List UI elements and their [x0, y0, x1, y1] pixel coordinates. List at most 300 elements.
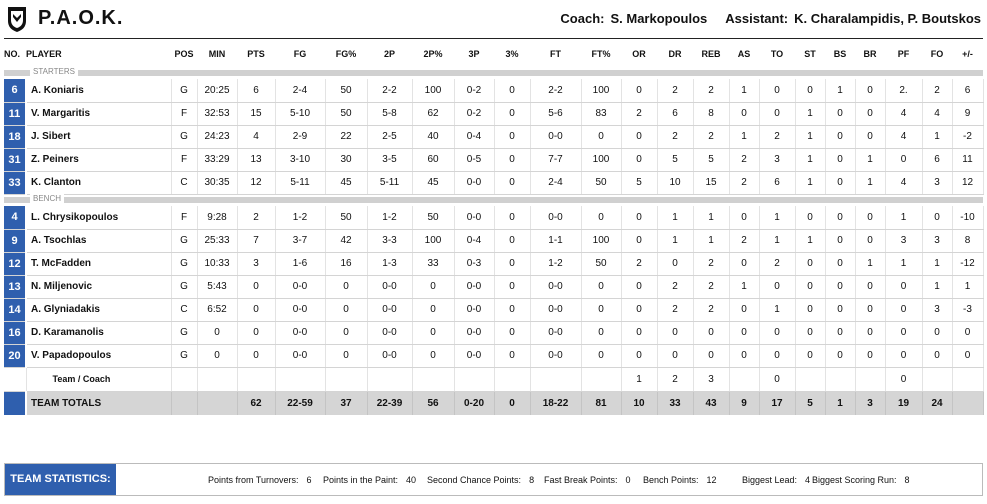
stat-cell: 2 [657, 367, 693, 391]
column-header: OR [632, 48, 646, 59]
stat-cell: 2 [657, 79, 693, 102]
stat-cell: 0 [825, 125, 855, 148]
stat-cell: 0-20 [454, 391, 494, 415]
player-row [4, 125, 983, 148]
player-number [4, 391, 26, 415]
stat-cell: 0 [825, 171, 855, 194]
stat-cell: 0 [494, 252, 530, 275]
stat-cell: 0 [922, 206, 952, 229]
stat-cell: 2 [621, 252, 657, 275]
stat-cell: 2-2 [367, 79, 412, 102]
player-name: D. Karamanolis [26, 321, 171, 344]
player-name: Team / Coach [26, 367, 171, 391]
bench-label: BENCH [30, 194, 64, 204]
stat-cell: 3 [922, 298, 952, 321]
stat-cell: 100 [581, 229, 621, 252]
stat-cell: 2 [729, 229, 759, 252]
stat-cell: 0-0 [454, 275, 494, 298]
player-number [4, 367, 26, 391]
stat-cell: 0 [325, 321, 367, 344]
stat-cell: 6 [952, 79, 983, 102]
stat-cell: 0 [693, 321, 729, 344]
header [0, 0, 987, 38]
stat-cell: 0 [795, 206, 825, 229]
team-stat-item [742, 475, 810, 485]
stat-cell: 1-6 [275, 252, 325, 275]
stat-cell: 2-4 [275, 79, 325, 102]
player-number: 18 [4, 125, 26, 148]
stat-cell: 0 [581, 321, 621, 344]
stat-cell: 0 [412, 298, 454, 321]
bench-separator [4, 194, 983, 206]
stat-cell: 3-3 [367, 229, 412, 252]
player-name: V. Margaritis [26, 102, 171, 125]
stat-cell [729, 367, 759, 391]
stat-cell [952, 391, 983, 415]
stat-cell: 0 [825, 252, 855, 275]
stat-cell: 0 [494, 79, 530, 102]
coach-name: S. Markopoulos [610, 11, 708, 26]
stat-cell: G [171, 252, 197, 275]
player-name: A. Glyniadakis [26, 298, 171, 321]
stat-cell: 0 [621, 125, 657, 148]
stat-cell: 25:33 [197, 229, 237, 252]
player-row [4, 344, 983, 367]
stat-cell: 0 [621, 79, 657, 102]
stat-cell: 2-9 [275, 125, 325, 148]
stat-cell: 0 [885, 298, 922, 321]
stat-cell: 5-8 [367, 102, 412, 125]
stat-cell: 0-4 [454, 125, 494, 148]
stat-cell: 0 [825, 102, 855, 125]
team-stat-label: Second Chance Points: [427, 475, 522, 485]
column-header: 3P [468, 48, 480, 59]
column-header: NO. [4, 48, 21, 59]
stat-cell: 1 [825, 79, 855, 102]
player-name: L. Chrysikopoulos [26, 206, 171, 229]
stat-cell: 0 [855, 229, 885, 252]
stat-cell: 2 [693, 252, 729, 275]
stat-cell: 7-7 [530, 148, 581, 171]
stat-cell: 2 [922, 79, 952, 102]
player-row [4, 206, 983, 229]
stat-cell [197, 391, 237, 415]
stat-cell: 0-0 [367, 298, 412, 321]
stat-cell: 24 [922, 391, 952, 415]
column-header: FG% [335, 48, 357, 59]
stat-cell: 0 [494, 125, 530, 148]
team-stat-value: 4 [805, 475, 811, 485]
stat-cell: 0 [412, 275, 454, 298]
stat-cell: 1 [825, 391, 855, 415]
stat-cell: 1 [952, 275, 983, 298]
stat-cell: 0-0 [367, 321, 412, 344]
stat-cell: 1 [855, 171, 885, 194]
stat-cell: 43 [693, 391, 729, 415]
team-stat-item [427, 475, 534, 485]
stat-cell: 1 [795, 125, 825, 148]
column-header: 3% [505, 48, 519, 59]
stat-cell: 0 [729, 252, 759, 275]
stat-cell: C [171, 298, 197, 321]
stat-cell: 1 [795, 171, 825, 194]
stat-cell: 0 [581, 344, 621, 367]
player-number: 4 [4, 206, 26, 229]
stat-cell: 5 [621, 171, 657, 194]
stat-cell [275, 367, 325, 391]
stat-cell: 0 [855, 298, 885, 321]
stat-cell: 1-1 [530, 229, 581, 252]
coach-info [560, 11, 981, 26]
column-header: REB [701, 48, 721, 59]
column-header: FT% [591, 48, 611, 59]
stat-cell: 50 [325, 79, 367, 102]
stat-cell: 42 [325, 229, 367, 252]
stat-cell: 3-10 [275, 148, 325, 171]
stat-cell: 2 [759, 252, 795, 275]
stat-cell: 1 [729, 79, 759, 102]
column-header: ST [804, 48, 816, 59]
stat-cell [171, 367, 197, 391]
stat-cell: 0 [825, 229, 855, 252]
stat-cell: 1-2 [367, 206, 412, 229]
stat-cell: 0 [657, 344, 693, 367]
stat-cell: 0-0 [275, 321, 325, 344]
stat-cell: 1 [621, 367, 657, 391]
stat-cell: -3 [952, 298, 983, 321]
stat-cell: 17 [759, 391, 795, 415]
stat-cell: 5-11 [367, 171, 412, 194]
stat-cell: 0-0 [530, 298, 581, 321]
stat-cell: 3 [855, 391, 885, 415]
stat-cell: 33:29 [197, 148, 237, 171]
team-stat-value: 40 [406, 475, 417, 485]
stat-cell: 0 [795, 298, 825, 321]
stat-cell: 50 [581, 252, 621, 275]
stat-cell: 60 [412, 148, 454, 171]
stat-cell: 0 [855, 321, 885, 344]
stat-cell: 0 [621, 148, 657, 171]
stat-cell: 20:25 [197, 79, 237, 102]
stat-cell: 83 [581, 102, 621, 125]
column-header: BR [863, 48, 877, 59]
stat-cell: 2 [237, 206, 275, 229]
stat-cell: 0 [729, 102, 759, 125]
stat-cell: G [171, 321, 197, 344]
stat-cell: 0 [729, 321, 759, 344]
stat-cell: 0-0 [530, 206, 581, 229]
stat-cell: 0 [494, 391, 530, 415]
stat-cell: 5-6 [530, 102, 581, 125]
stat-cell: 2 [693, 275, 729, 298]
stat-cell: 0-2 [454, 79, 494, 102]
player-number: 11 [4, 102, 26, 125]
team-stat-item [643, 475, 717, 485]
stat-cell: 0 [885, 275, 922, 298]
stat-cell [855, 367, 885, 391]
column-header: FO [930, 48, 944, 59]
column-header: PF [897, 48, 910, 59]
stat-cell: 0 [825, 206, 855, 229]
stat-cell: 0 [325, 275, 367, 298]
stat-cell: F [171, 148, 197, 171]
stat-cell: 0 [759, 275, 795, 298]
stat-cell: 15 [237, 102, 275, 125]
stat-cell: 0 [197, 321, 237, 344]
stat-cell: 50 [325, 206, 367, 229]
stat-cell: 0-2 [454, 102, 494, 125]
stat-cell: 18-22 [530, 391, 581, 415]
stat-cell: 0 [825, 275, 855, 298]
player-number: 14 [4, 298, 26, 321]
stat-cell: 0 [494, 206, 530, 229]
stat-cell: 0-0 [530, 321, 581, 344]
stat-cell: 6:52 [197, 298, 237, 321]
player-number: 16 [4, 321, 26, 344]
stat-cell: 62 [412, 102, 454, 125]
stat-cell: 0 [729, 206, 759, 229]
stat-cell: 0 [581, 275, 621, 298]
stat-cell: 0 [825, 298, 855, 321]
stat-cell: 22 [325, 125, 367, 148]
stat-cell: 0 [494, 148, 530, 171]
stat-cell: 0-4 [454, 229, 494, 252]
column-header: AS [737, 48, 751, 59]
stat-cell [494, 367, 530, 391]
stat-cell [171, 391, 197, 415]
player-number: 6 [4, 79, 26, 102]
stat-cell: 81 [581, 391, 621, 415]
stat-cell: 10:33 [197, 252, 237, 275]
player-row [4, 79, 983, 102]
stat-cell: 0 [795, 79, 825, 102]
stat-cell: G [171, 125, 197, 148]
stat-cell: 8 [693, 102, 729, 125]
stat-cell: 9 [952, 102, 983, 125]
stat-cell: 22-39 [367, 391, 412, 415]
stat-cell: 2 [693, 298, 729, 321]
stat-cell: 3 [237, 252, 275, 275]
stat-cell: 0-0 [530, 125, 581, 148]
stat-cell: G [171, 344, 197, 367]
stat-cell: 0 [922, 344, 952, 367]
stat-cell: 0 [581, 298, 621, 321]
stat-cell: 0 [581, 125, 621, 148]
stat-cell: G [171, 229, 197, 252]
team-totals-row [4, 391, 983, 415]
player-number: 9 [4, 229, 26, 252]
assistant-name: K. Charalampidis, P. Boutskos [794, 11, 981, 26]
stat-cell: 50 [325, 102, 367, 125]
stat-cell: 2 [657, 125, 693, 148]
team-stat-item [812, 475, 910, 485]
player-name: Z. Peiners [26, 148, 171, 171]
stat-cell: 0 [729, 298, 759, 321]
stat-cell: 0 [237, 344, 275, 367]
column-header: BS [833, 48, 847, 59]
table-header-row [4, 40, 983, 67]
stat-cell: 2 [657, 298, 693, 321]
player-row [4, 102, 983, 125]
stat-cell: 0 [621, 344, 657, 367]
stat-cell [454, 367, 494, 391]
stat-cell [581, 367, 621, 391]
stat-cell: 1 [657, 229, 693, 252]
stat-cell: 1 [759, 206, 795, 229]
stat-cell: 4 [237, 125, 275, 148]
stat-cell: 0 [657, 252, 693, 275]
stat-cell: 3-5 [367, 148, 412, 171]
stat-cell: 0 [795, 275, 825, 298]
stat-cell: 100 [412, 229, 454, 252]
stat-cell: 45 [412, 171, 454, 194]
stat-cell: 0 [494, 298, 530, 321]
player-row [4, 321, 983, 344]
stat-cell: 2-5 [367, 125, 412, 148]
stat-cell: 0 [759, 102, 795, 125]
player-row [4, 275, 983, 298]
player-name: V. Papadopoulos [26, 344, 171, 367]
stat-cell: 2 [729, 171, 759, 194]
stat-cell: 2 [693, 79, 729, 102]
stat-cell: 33 [412, 252, 454, 275]
stat-cell: 0 [825, 321, 855, 344]
starters-separator [4, 67, 983, 79]
stat-cell: G [171, 275, 197, 298]
stat-cell [825, 367, 855, 391]
stat-cell: 12 [237, 171, 275, 194]
stat-cell: 0 [412, 344, 454, 367]
player-name: TEAM TOTALS [26, 391, 171, 415]
stat-cell: 3 [759, 148, 795, 171]
stat-cell: 0 [494, 275, 530, 298]
stat-cell: 0 [855, 102, 885, 125]
stat-cell [325, 367, 367, 391]
stat-cell: 0 [621, 275, 657, 298]
column-header: 2P [383, 48, 395, 59]
stat-cell: 1-2 [530, 252, 581, 275]
stat-cell: 0 [494, 102, 530, 125]
stat-cell: 0 [795, 344, 825, 367]
stat-cell: 1 [855, 148, 885, 171]
stat-cell: 0-0 [275, 344, 325, 367]
stat-cell: 0 [759, 321, 795, 344]
stat-cell: 0 [795, 252, 825, 275]
stat-cell: 0 [494, 229, 530, 252]
stat-cell: 6 [759, 171, 795, 194]
stat-cell: 10 [621, 391, 657, 415]
stat-cell: 1 [885, 206, 922, 229]
stat-cell: 0 [855, 79, 885, 102]
stat-cell: 6 [657, 102, 693, 125]
team-stat-value: 6 [306, 475, 312, 485]
stat-cell: 50 [581, 171, 621, 194]
stat-cell: 0 [759, 367, 795, 391]
stat-cell: 1 [693, 229, 729, 252]
stat-cell: 4 [922, 102, 952, 125]
stat-cell: 3 [693, 367, 729, 391]
stat-cell: 0 [759, 344, 795, 367]
player-name: J. Sibert [26, 125, 171, 148]
player-number: 12 [4, 252, 26, 275]
stat-cell: 2 [693, 125, 729, 148]
team-stat-item [544, 475, 631, 485]
player-row [4, 252, 983, 275]
paok-crest-icon [6, 5, 28, 33]
stat-cell: 5-11 [275, 171, 325, 194]
stat-cell: 0 [237, 321, 275, 344]
stat-cell: 0-0 [530, 275, 581, 298]
stat-cell [237, 367, 275, 391]
column-header: PLAYER [26, 48, 62, 59]
stat-cell: 32:53 [197, 102, 237, 125]
stat-cell: 0 [825, 344, 855, 367]
stat-cell: 1-2 [275, 206, 325, 229]
team-stat-label: Fast Break Points: [544, 475, 618, 485]
stat-cell: 24:23 [197, 125, 237, 148]
stat-cell: 0-0 [275, 298, 325, 321]
stat-cell: 2 [621, 102, 657, 125]
stat-cell: 1 [759, 229, 795, 252]
stat-cell: 5 [795, 391, 825, 415]
stat-cell: 5:43 [197, 275, 237, 298]
stat-cell: 0 [825, 148, 855, 171]
team-stat-label: Bench Points: [643, 475, 699, 485]
player-number: 20 [4, 344, 26, 367]
stat-cell: 0 [795, 321, 825, 344]
column-header: FG [293, 48, 307, 59]
stat-cell: 1 [729, 125, 759, 148]
stat-cell: 1 [855, 252, 885, 275]
player-number: 31 [4, 148, 26, 171]
player-number: 13 [4, 275, 26, 298]
stat-cell [367, 367, 412, 391]
team-stat-value: 8 [904, 475, 910, 485]
team-stat-item [323, 475, 416, 485]
assistant-label: Assistant: [725, 11, 789, 26]
stat-cell: 19 [885, 391, 922, 415]
stat-cell: 0 [759, 79, 795, 102]
player-name: N. Miljenovic [26, 275, 171, 298]
stat-cell: 4 [885, 102, 922, 125]
stat-cell: 0-0 [367, 344, 412, 367]
stat-cell: 13 [237, 148, 275, 171]
stat-cell: 100 [412, 79, 454, 102]
stat-cell: 9:28 [197, 206, 237, 229]
stat-cell: 0 [237, 275, 275, 298]
header-divider [4, 38, 983, 39]
stat-cell: 1 [922, 252, 952, 275]
stat-cell: 100 [581, 79, 621, 102]
stat-cell: 1 [729, 275, 759, 298]
stat-cell: C [171, 171, 197, 194]
stat-cell: 4 [885, 171, 922, 194]
stat-cell: 3-7 [275, 229, 325, 252]
column-header: +/- [962, 48, 973, 59]
stat-cell: 37 [325, 391, 367, 415]
team-statistics-bar [4, 463, 983, 496]
stat-cell: -2 [952, 125, 983, 148]
team-stat-value: 0 [625, 475, 631, 485]
stat-cell: 0 [855, 344, 885, 367]
stat-cell: 0 [494, 171, 530, 194]
stat-cell: F [171, 102, 197, 125]
stat-cell: 1 [922, 275, 952, 298]
column-header: TO [770, 48, 784, 59]
stat-cell: 0-5 [454, 148, 494, 171]
stat-cell: 0-0 [454, 171, 494, 194]
stat-cell: 6 [237, 79, 275, 102]
